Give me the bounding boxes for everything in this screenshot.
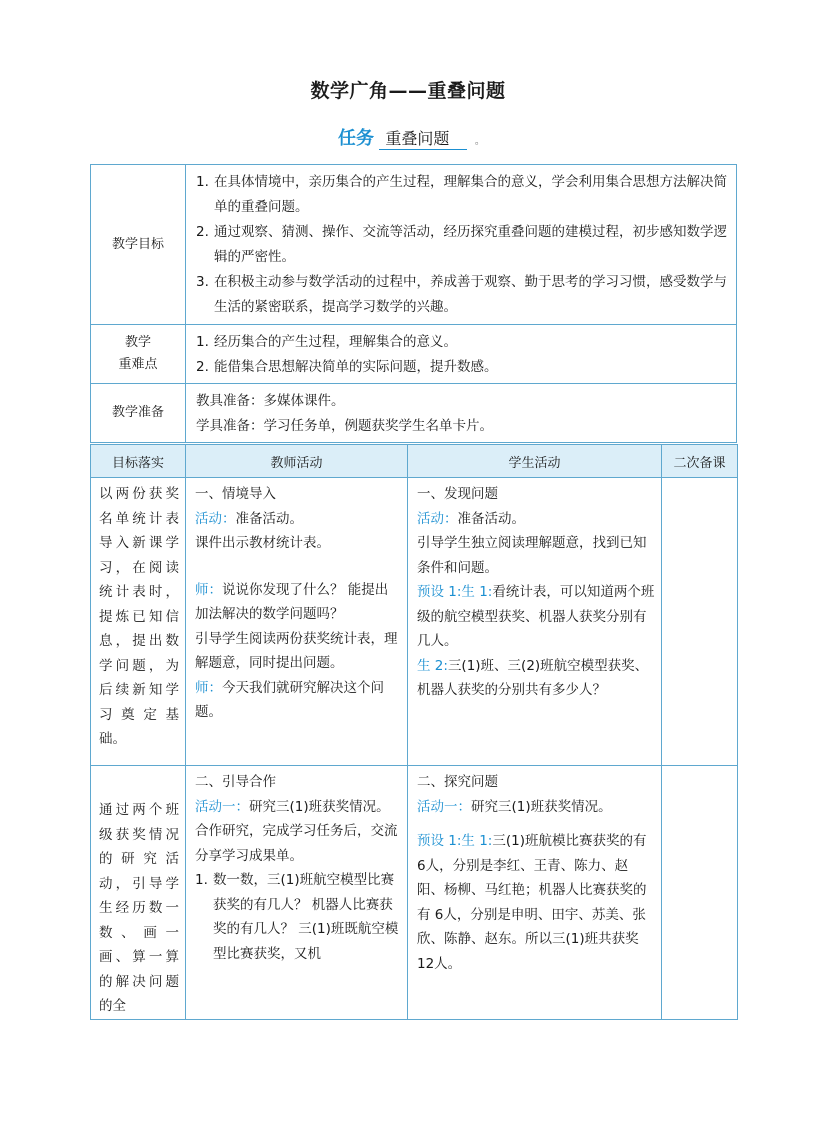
key-points-row <box>91 325 737 384</box>
row1-teacher <box>186 478 408 766</box>
goals-row <box>91 165 737 325</box>
teaching-info-table <box>90 164 737 443</box>
task-text: 数一数，三(1)班航空模型比赛获奖的有几人？ 机器人比赛获奖的有几人？ 三(1)班既航空模型比赛获奖，又机 <box>213 872 399 962</box>
activity-text: 研究三(1)班获奖情况。 <box>249 798 390 815</box>
prep-label: 教学准备 <box>91 384 186 443</box>
preset-text: 三(1)班航模比赛获奖的有 6人，分别是李红、王青、陈力、赵阳、杨柳、马红艳；机器人比赛获奖的有 6人，分别是申明、田宇、苏美、张欣、陈静、赵东。所以三(1)班共获奖 12人。 <box>417 833 647 972</box>
header-goal: 目标落实 <box>91 445 186 478</box>
prep-teacher: 教具准备：多媒体课件。 <box>196 393 345 409</box>
key-points-label <box>91 325 186 384</box>
key-point-text: 能借集合思想解决简单的实际问题，提升数感。 <box>214 359 498 375</box>
header-student: 学生活动 <box>408 445 662 478</box>
task-prefix: 任务 <box>338 128 374 149</box>
teacher-heading: 一、情境导入 <box>195 486 276 502</box>
header-teacher: 教师活动 <box>186 445 408 478</box>
student-preset <box>417 654 655 703</box>
task-heading <box>338 124 485 152</box>
student-activity <box>417 795 655 820</box>
student-heading: 二、探究问题 <box>417 774 498 790</box>
goals-label: 教学目标 <box>91 165 186 325</box>
activity-label: 活动一： <box>417 798 471 815</box>
goal-num: 2. <box>196 224 209 240</box>
teacher-activity <box>195 507 401 532</box>
prep-cell <box>186 384 737 443</box>
row2-goal: 通过两个班级获奖情况的研究活动，引导学生经历数一数、画一画、算一算的解决问题的全 <box>91 766 186 1020</box>
key-point-item <box>196 355 728 380</box>
teacher-speech: 今天我们就研究解决这个问题。 <box>195 679 384 720</box>
prep-student: 学具准备：学习任务单，例题获奖学生名单卡片。 <box>196 418 493 434</box>
goal-num: 1. <box>196 174 209 190</box>
teacher-para: 引导学生阅读两份获奖统计表，理解题意，同时提出问题。 <box>195 630 398 671</box>
goals-cell <box>186 165 737 325</box>
preset-label: 预设 1:生 1: <box>417 833 493 849</box>
teacher-label: 师： <box>195 581 222 598</box>
goal-item <box>196 270 728 320</box>
activity-text: 准备活动。 <box>457 510 525 527</box>
row2-student <box>408 766 662 1020</box>
row2-revision <box>662 766 738 1020</box>
teacher-heading: 二、引导合作 <box>195 774 276 790</box>
preset-text: 三(1)班、三(2)班航空模型获奖、机器人获奖的分别共有多少人？ <box>417 657 649 698</box>
preset-label: 生 2: <box>417 657 448 674</box>
activity-row-2 <box>91 766 738 1020</box>
key-point-text: 经历集合的产生过程，理解集合的意义。 <box>214 334 457 350</box>
student-activity <box>417 507 655 532</box>
key-point-num: 1. <box>196 334 209 350</box>
student-para: 引导学生独立阅读理解题意，找到已知条件和问题。 <box>417 535 647 576</box>
preset-text: 看统计表，可以知道两个班级的航空模型获奖、机器人获奖分别有几人。 <box>417 584 655 649</box>
goal-item <box>196 170 728 220</box>
teacher-speech: 说说你发现了什么？ 能提出加法解决的数学问题吗？ <box>195 581 389 622</box>
activity-label: 活动： <box>195 510 236 527</box>
goal-item <box>196 220 728 270</box>
goal-text: 在具体情境中，亲历集合的产生过程，理解集合的意义，学会利用集合思想方法解决简单的重叠问题。 <box>214 174 727 215</box>
row1-revision <box>662 478 738 766</box>
goal-num: 3. <box>196 274 209 290</box>
task-mark: 。 <box>474 136 485 147</box>
activity-text: 研究三(1)班获奖情况。 <box>471 798 612 815</box>
activity-label: 活动： <box>417 510 458 527</box>
activity-header-row <box>91 445 738 478</box>
task-num: 1. <box>195 872 208 888</box>
activity-text: 准备活动。 <box>235 510 303 527</box>
key-label-line1: 教学 <box>124 335 151 350</box>
header-revision: 二次备课 <box>662 445 738 478</box>
key-label-line2: 重难点 <box>118 357 158 372</box>
task-name: 重叠问题 <box>379 126 467 150</box>
teacher-activity <box>195 795 401 820</box>
goal-text: 通过观察、猜测、操作、交流等活动，经历探究重叠问题的建模过程，初步感知数学逻辑的严密性。 <box>214 224 727 265</box>
teacher-para: 合作研究，完成学习任务后，交流分享学习成果单。 <box>195 823 398 864</box>
teacher-para: 课件出示教材统计表。 <box>195 535 330 551</box>
teacher-prompt <box>195 676 401 725</box>
student-heading: 一、发现问题 <box>417 486 498 502</box>
row2-teacher <box>186 766 408 1020</box>
row1-goal: 以两份获奖名单统计表导入新课学习，在阅读统计表时，提炼已知信息，提出数学问题，为后续新知学习奠定基础。 <box>91 478 186 766</box>
goal-text: 在积极主动参与数学活动的过程中，养成善于观察、勤于思考的学习习惯，感受数学与生活的紧密联系，提高学习数学的兴趣。 <box>214 274 727 315</box>
teacher-task-item <box>195 868 401 966</box>
student-preset <box>417 829 655 976</box>
preset-label: 预设 1:生 1: <box>417 584 493 600</box>
key-point-item <box>196 330 728 355</box>
teacher-prompt <box>195 578 401 627</box>
key-points-cell <box>186 325 737 384</box>
student-preset <box>417 580 655 654</box>
key-point-num: 2. <box>196 359 209 375</box>
prep-row <box>91 384 737 443</box>
activity-table <box>90 444 738 1020</box>
activity-label: 活动一： <box>195 798 249 815</box>
teacher-label: 师： <box>195 679 222 696</box>
row1-student <box>408 478 662 766</box>
activity-row-1 <box>91 478 738 766</box>
page-title: 数学广角——重叠问题 <box>310 80 506 102</box>
